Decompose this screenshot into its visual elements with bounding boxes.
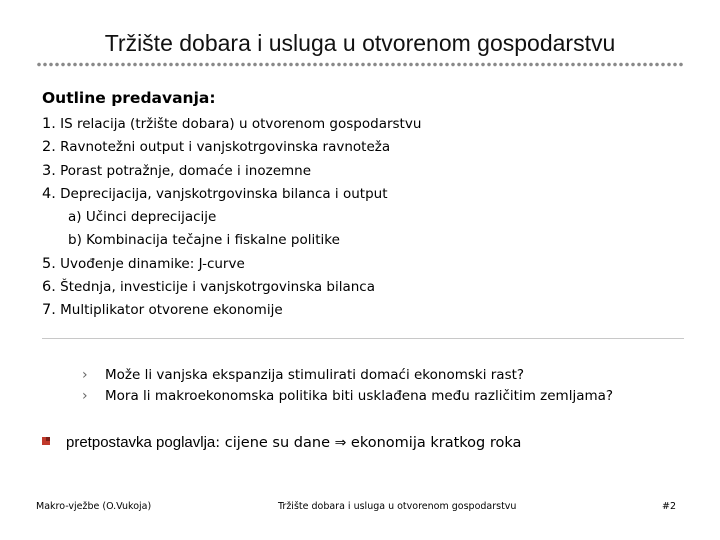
item-text: Porast potražnje, domaće i inozemne: [55, 162, 312, 179]
outline-item: [42, 276, 421, 299]
item-number: 6.: [42, 279, 56, 296]
footer-page-number: #2: [661, 501, 676, 512]
slide-title: Tržište dobara i usluga u otvorenom gospodarstvu: [104, 30, 616, 56]
item-text: a) Učinci deprecijacije: [68, 209, 217, 226]
assumption-line: [42, 434, 521, 451]
outline-item: [42, 113, 421, 136]
footer-author: Makro-vježbe (O.Vukoja): [36, 501, 152, 512]
item-number: 5.: [42, 255, 56, 272]
item-number: 3.: [42, 162, 56, 179]
footer-title: Tržište dobara i usluga u otvorenom gospodarstvu: [278, 501, 517, 512]
question-item: [42, 365, 684, 386]
outline-list: [42, 113, 421, 323]
item-text: Štednja, investicije i vanjskotrgovinska bilanca: [55, 279, 375, 296]
item-text: Ravnotežni output i vanjskotrgovinska ravnoteža: [55, 139, 391, 156]
dotted-divider: [36, 62, 684, 67]
item-text: Multiplikator otvorene ekonomije: [55, 302, 283, 319]
item-text: Uvođenje dinamike: J-curve: [55, 255, 245, 272]
implies-arrow-icon: ⇒: [334, 435, 347, 451]
question-text: Mora li makroekonomska politika biti usklađena među različitim zemljama?: [105, 388, 614, 404]
square-bullet-icon: [42, 437, 50, 445]
outline-item: [42, 160, 421, 183]
outline-heading: Outline predavanja:: [42, 89, 216, 107]
assumption-keyword: pretpostavka poglavlja: [66, 434, 216, 451]
outline-item: [42, 136, 421, 159]
outline-subitem: [42, 206, 421, 229]
item-number: 2.: [42, 139, 56, 156]
assumption-text: : cijene su dane: [215, 435, 335, 451]
chevron-right-icon: ›: [82, 388, 88, 404]
outline-subitem: [42, 229, 421, 252]
questions-block: [42, 338, 684, 407]
assumption-text-2: ekonomija kratkog roka: [346, 435, 522, 451]
chevron-right-icon: ›: [82, 367, 88, 383]
question-item: [42, 386, 684, 407]
question-text: Može li vanjska ekspanzija stimulirati domaći ekonomski rast?: [105, 367, 525, 383]
item-number: 1.: [42, 116, 56, 132]
item-text: b) Kombinacija tečajne i fiskalne politike: [68, 232, 340, 249]
item-text: Deprecijacija, vanjskotrgovinska bilanca i output: [55, 185, 388, 202]
outline-item: [42, 299, 421, 322]
item-number: 4.: [42, 185, 56, 202]
item-text: IS relacija (tržište dobara) u otvorenom gospodarstvu: [55, 116, 422, 132]
outline-item: [42, 183, 421, 206]
outline-item: [42, 253, 421, 276]
item-number: 7.: [42, 302, 56, 319]
